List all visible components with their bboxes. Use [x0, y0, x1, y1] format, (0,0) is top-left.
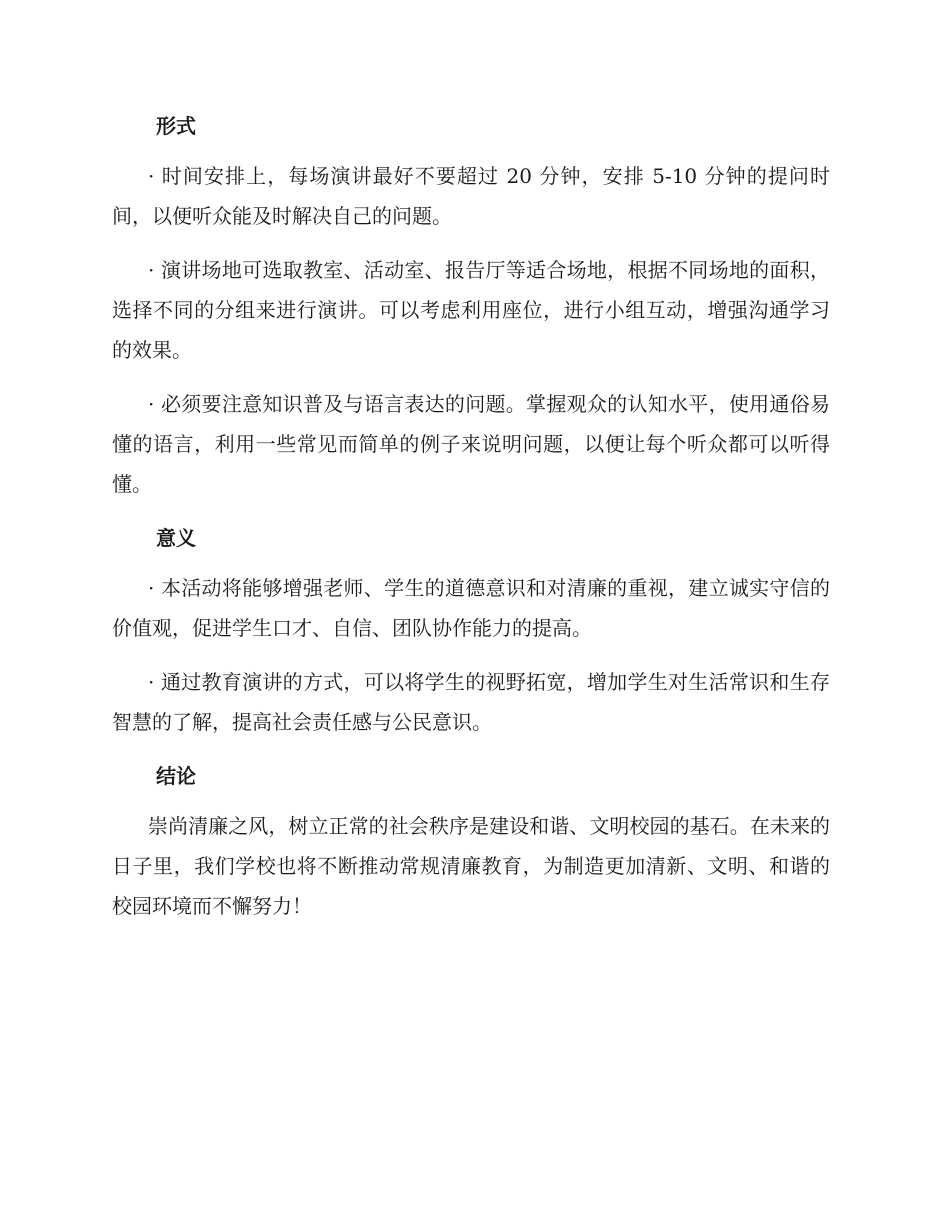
paragraph: · 本活动将能够增强老师、学生的道德意识和对清廉的重视，建立诚实守信的价值观，促进学生口才、自信、团队协作能力的提高。 — [112, 576, 830, 640]
paragraph: · 通过教育演讲的方式，可以将学生的视野拓宽，增加学生对生活常识和生存智慧的了解，提高社会责任感与公民意识。 — [112, 670, 830, 734]
section-heading: 结论 — [156, 764, 196, 788]
document-body — [112, 106, 830, 940]
paragraph: 崇尚清廉之风，树立正常的社会秩序是建设和谐、文明校园的基石。在未来的日子里，我们学校也将不断推动常规清廉教育，为制造更加清新、文明、和谐的校园环境而不懈努力！ — [112, 814, 830, 918]
paragraph: · 演讲场地可选取教室、活动室、报告厅等适合场地，根据不同场地的面积，选择不同的分组来进行演讲。可以考虑利用座位，进行小组互动，增强沟通学习的效果。 — [112, 258, 830, 362]
section-heading: 意义 — [156, 526, 196, 550]
section-significance — [112, 518, 830, 742]
paragraph: · 必须要注意知识普及与语言表达的问题。掌握观众的认知水平，使用通俗易懂的语言，利用一些常见而简单的例子来说明问题，以便让每个听众都可以听得懂。 — [112, 392, 830, 496]
section-conclusion — [112, 756, 830, 926]
section-format — [112, 106, 830, 504]
paragraph: · 时间安排上，每场演讲最好不要超过 20 分钟，安排 5-10 分钟的提问时间，以便听众能及时解决自己的问题。 — [112, 164, 830, 228]
section-heading: 形式 — [156, 114, 196, 138]
